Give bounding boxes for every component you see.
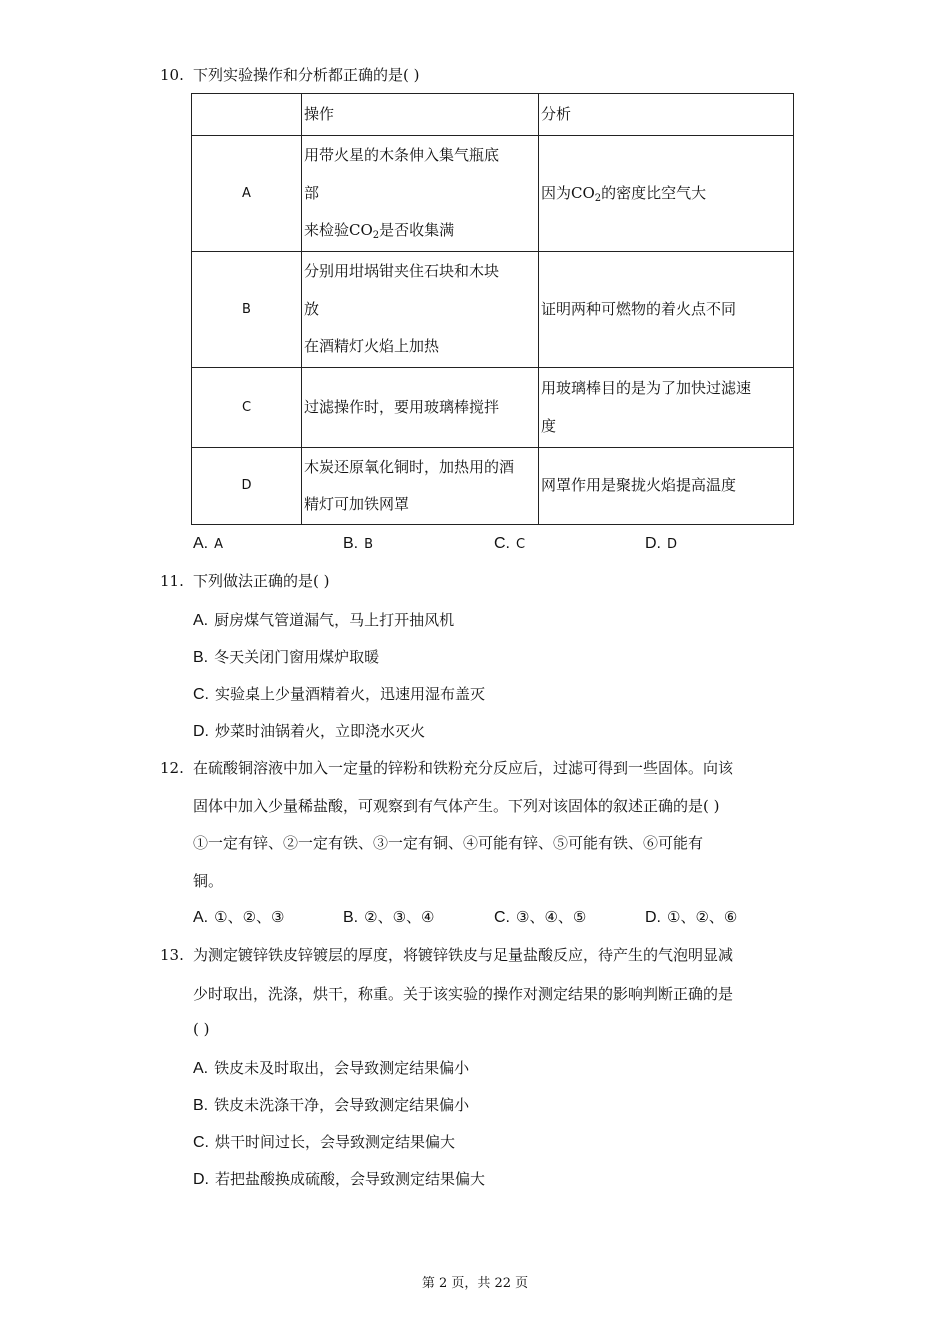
option-value: 厨房煤气管道漏气，马上打开抽风机 (214, 611, 455, 629)
option-key: D. (193, 723, 209, 740)
header-cell-empty (192, 94, 302, 136)
option-key: B. (343, 909, 359, 926)
operation-cell (302, 252, 539, 368)
stem-text: 下列做法正确的是( ) (193, 572, 330, 590)
option-value: 铁皮未及时取出，会导致测定结果偏小 (214, 1059, 470, 1077)
question-11-option-c[interactable] (193, 683, 485, 704)
cell-line: 度 (541, 416, 557, 435)
cell-text: 因为CO (541, 183, 595, 202)
cell-text: 来检验CO (304, 221, 373, 240)
subscript: 2 (594, 192, 602, 204)
header-cell-operation: 操作 (302, 94, 539, 136)
question-13-stem (160, 944, 733, 965)
option-value: ②、③、④ (364, 908, 435, 926)
option-value: ③、④、⑤ (516, 908, 587, 926)
option-key: D. (645, 535, 661, 552)
cell-line: 部 (304, 183, 320, 202)
table-row (192, 448, 794, 525)
question-10-option-a[interactable] (193, 534, 223, 553)
cell-line: 木炭还原氧化铜时，加热用的酒 (304, 457, 515, 476)
option-key: A. (193, 1060, 209, 1077)
analysis-cell (539, 368, 794, 448)
option-value: D (667, 537, 678, 552)
cell-line: 用玻璃棒目的是为了加快过滤速 (541, 379, 752, 397)
question-number: 11. (160, 572, 184, 590)
cell-line (304, 212, 536, 250)
question-12-option-d[interactable] (645, 906, 737, 927)
option-key: B. (343, 535, 359, 552)
cell-line: 放 (304, 299, 320, 318)
question-10-option-b[interactable] (343, 534, 373, 553)
subscript: 2 (372, 230, 380, 242)
operation-cell (302, 136, 539, 252)
question-12-stem (160, 757, 733, 778)
row-label: B (192, 252, 302, 368)
question-13-option-c[interactable] (193, 1131, 455, 1152)
option-value: ①、②、③ (214, 908, 285, 926)
table-row (192, 136, 794, 252)
operation-cell: 过滤操作时，要用玻璃棒搅拌 (302, 368, 539, 448)
stem-text: 为测定镀锌铁皮锌镀层的厚度，将镀锌铁皮与足量盐酸反应，待产生的气泡明显减 (193, 946, 734, 964)
question-13-option-d[interactable] (193, 1168, 485, 1189)
stem-text: 下列实验操作和分析都正确的是( ) (193, 66, 420, 84)
option-value: A (214, 537, 224, 552)
question-12-option-b[interactable] (343, 906, 434, 927)
question-10-table (191, 93, 794, 525)
table-row (192, 252, 794, 368)
question-11-option-b[interactable] (193, 646, 379, 667)
stem-text: 在硫酸铜溶液中加入一定量的锌粉和铁粉充分反应后，过滤可得到一些固体。向该 (193, 759, 734, 777)
row-label: A (192, 136, 302, 252)
table-header-row (192, 94, 794, 136)
option-key: C. (193, 686, 209, 703)
option-value: 铁皮未洗涤干净，会导致测定结果偏小 (214, 1096, 470, 1114)
stem-line: ( ) (193, 1020, 210, 1038)
question-10-option-d[interactable] (645, 534, 677, 553)
cell-line: 分别用坩埚钳夹住石块和木块 (304, 262, 500, 281)
question-13-option-a[interactable] (193, 1057, 469, 1078)
row-label: D (192, 448, 302, 525)
option-key: A. (193, 535, 209, 552)
cell-line: 在酒精灯火焰上加热 (304, 337, 440, 356)
operation-cell (302, 448, 539, 525)
option-value: 实验桌上少量酒精着火，迅速用湿布盖灭 (215, 685, 486, 703)
option-value: 冬天关闭门窗用煤炉取暖 (214, 648, 380, 666)
option-key: D. (645, 909, 661, 926)
option-value: 烘干时间过长，会导致测定结果偏大 (215, 1133, 456, 1151)
option-key: A. (193, 612, 209, 629)
question-11-stem (160, 570, 329, 591)
question-12-option-c[interactable] (494, 906, 586, 927)
option-key: C. (494, 535, 510, 552)
table-row (192, 368, 794, 448)
analysis-cell (539, 136, 794, 252)
cell-text: 是否收集满 (379, 221, 455, 240)
option-key: C. (193, 1134, 209, 1151)
analysis-cell: 网罩作用是聚拢火焰提高温度 (539, 448, 794, 525)
option-key: A. (193, 909, 209, 926)
question-11-option-d[interactable] (193, 720, 425, 741)
header-cell-analysis: 分析 (539, 94, 794, 136)
cell-line: 用带火星的木条伸入集气瓶底 (304, 146, 500, 165)
page-footer: 第 2 页，共 22 页 (421, 1276, 529, 1291)
stem-line: 少时取出，洗涤，烘干，称重。关于该实验的操作对测定结果的影响判断正确的是 (193, 985, 734, 1003)
cell-text: 的密度比空气大 (601, 183, 707, 202)
option-key: B. (193, 649, 209, 666)
question-10-option-c[interactable] (494, 534, 525, 553)
cell-line: 精灯可加铁网罩 (304, 495, 410, 513)
option-value: B (364, 537, 374, 552)
question-number: 12. (160, 759, 184, 777)
option-key: D. (193, 1171, 209, 1188)
question-13-option-b[interactable] (193, 1094, 469, 1115)
option-key: B. (193, 1097, 209, 1114)
question-number: 10. (160, 66, 184, 84)
question-11-option-a[interactable] (193, 609, 454, 630)
option-value: 炒菜时油锅着火，立即浇水灭火 (215, 722, 426, 740)
option-value: C (516, 537, 526, 552)
analysis-cell: 证明两种可燃物的着火点不同 (539, 252, 794, 368)
question-10-stem (160, 64, 419, 85)
stem-line: ①一定有锌、②一定有铁、③一定有铜、④可能有锌、⑤可能有铁、⑥可能有 (193, 834, 704, 852)
stem-line: 铜。 (193, 872, 224, 890)
option-value: ①、②、⑥ (667, 908, 738, 926)
question-number: 13. (160, 946, 184, 964)
option-value: 若把盐酸换成硫酸，会导致测定结果偏大 (215, 1170, 486, 1188)
question-12-option-a[interactable] (193, 906, 284, 927)
row-label: C (192, 368, 302, 448)
option-key: C. (494, 909, 510, 926)
stem-line: 固体中加入少量稀盐酸，可观察到有气体产生。下列对该固体的叙述正确的是( ) (193, 797, 720, 815)
